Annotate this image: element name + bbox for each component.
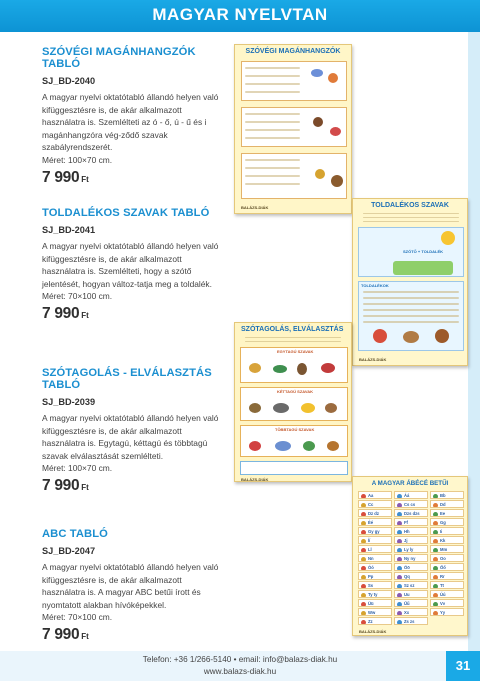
letter-picture-icon <box>361 584 366 589</box>
letter-text: Cc <box>368 502 374 507</box>
product-size: Méret: 100×70 cm. <box>42 154 113 165</box>
alphabet-letter <box>394 509 428 517</box>
page-title: MAGYAR NYELVTAN <box>152 5 328 24</box>
letter-text: Dd <box>440 502 446 507</box>
letter-text: Vv <box>440 601 446 606</box>
letter-picture-icon <box>361 611 366 616</box>
crab-icon <box>321 363 335 373</box>
letter-picture-icon <box>433 557 438 562</box>
letter-text: Öö <box>404 565 410 570</box>
product-description: A magyar nyelvi oktatótabló állandó helyen való kifüggesztésre is, de akár alkalmazott használatra is. Egytagú, kéttagú és többtagú szavak elválasztását szemlélteti. <box>42 413 219 461</box>
letter-text: Ee <box>440 511 446 516</box>
product-price <box>42 169 222 187</box>
alphabet-letter <box>358 599 392 607</box>
text-line <box>245 137 300 139</box>
section-heading: KÉTTAGÚ SZAVAK <box>277 389 313 394</box>
product-toldalekos <box>42 207 222 323</box>
letter-text: Gy gy <box>368 529 380 534</box>
poster-title: TOLDALÉKOS SZAVAK <box>371 202 449 209</box>
house-icon <box>403 331 419 343</box>
product-price <box>42 477 222 495</box>
cheese-icon <box>249 363 261 373</box>
alphabet-letter <box>394 536 428 544</box>
poster-toldalekos-szavak <box>352 198 468 366</box>
product-price <box>42 305 222 323</box>
letter-picture-icon <box>433 530 438 535</box>
poster-szovegi-maganhangzok <box>234 44 352 214</box>
bread-icon <box>325 403 337 413</box>
letter-picture-icon <box>433 503 438 508</box>
alphabet-letter <box>430 572 464 580</box>
letter-text: Zs zs <box>404 619 415 624</box>
letter-picture-icon <box>361 593 366 598</box>
letter-picture-icon <box>433 521 438 526</box>
text-line <box>245 337 341 338</box>
alphabet-letter <box>358 563 392 571</box>
product-code: SJ_BD-2039 <box>42 397 96 407</box>
lemon-icon <box>301 403 315 413</box>
alphabet-letter <box>430 518 464 526</box>
letter-picture-icon <box>433 548 438 553</box>
alphabet-letter <box>430 509 464 517</box>
letter-picture-icon <box>397 503 402 508</box>
product-title: ABC TABLÓ <box>42 528 108 540</box>
poster-publisher: BALÁZS-DIÁK <box>359 629 387 634</box>
letter-picture-icon <box>433 611 438 616</box>
product-code: SJ_BD-2041 <box>42 225 96 235</box>
alphabet-letter <box>430 599 464 607</box>
letter-text: Yy <box>440 610 446 615</box>
text-line <box>245 167 300 169</box>
letter-picture-icon <box>397 611 402 616</box>
alphabet-letter <box>394 491 428 499</box>
letter-picture-icon <box>397 539 402 544</box>
text-line <box>363 221 459 222</box>
alphabet-letter <box>394 608 428 616</box>
text-line <box>363 291 459 293</box>
product-size: Méret: 70×100 cm. <box>42 612 113 623</box>
letter-text: Dzs dzs <box>404 511 420 516</box>
letter-text: Ww <box>368 610 376 615</box>
letter-text: Ss <box>368 583 374 588</box>
contact-info: Telefon: +36 1/266-5140 • email: info@balazs-diak.hu <box>142 655 338 664</box>
alphabet-letter <box>430 536 464 544</box>
letter-text: Gg <box>440 520 446 525</box>
alphabet-letter <box>394 545 428 553</box>
price-amount: 7 990 <box>42 304 80 322</box>
text-line <box>245 75 300 77</box>
root-label: SZÓTŐ + TOLDALÉK <box>403 249 444 254</box>
poster-publisher: BALÁZS-DIÁK <box>241 205 269 210</box>
text-line <box>363 309 459 311</box>
field-illustration <box>393 261 453 275</box>
letter-text: Óó <box>368 565 374 570</box>
text-line <box>245 183 300 185</box>
monkey-picture-icon <box>331 175 343 187</box>
letter-picture-icon <box>361 566 366 571</box>
text-line <box>245 91 300 93</box>
letter-text: Ll <box>368 547 372 552</box>
product-description: A magyar nyelvi oktatótabló állandó helyen való kifüggesztésre is, de akár alkalmazott használatra is. A magyar ABC betűi írott és nyomtatott alakban hívóképekkel. <box>42 562 219 610</box>
letter-picture-icon <box>361 539 366 544</box>
website-link[interactable]: www.balazs-diak.hu <box>203 667 277 676</box>
snail-icon <box>249 403 261 413</box>
alphabet-letter <box>358 518 392 526</box>
letter-text: Üü <box>368 601 374 606</box>
alphabet-letter <box>358 527 392 535</box>
letter-picture-icon <box>397 602 402 607</box>
letter-picture-icon <box>433 602 438 607</box>
letter-text: Éé <box>368 520 374 525</box>
alphabet-letter <box>358 581 392 589</box>
letter-text: Cs cs <box>404 502 416 507</box>
page-number: 31 <box>446 651 480 681</box>
letter-picture-icon <box>397 530 402 535</box>
page-footer <box>0 651 480 681</box>
letter-picture-icon <box>361 530 366 535</box>
letter-picture-icon <box>361 557 366 562</box>
alphabet-letter <box>430 500 464 508</box>
letter-text: Bb <box>440 493 446 498</box>
truck-icon <box>275 441 291 451</box>
letter-text: Uu <box>404 592 410 597</box>
letter-text: Űű <box>404 601 410 606</box>
price-currency: Ft <box>81 631 89 641</box>
letter-text: Hh <box>404 529 410 534</box>
text-line <box>363 213 459 214</box>
product-title: SZÓVÉGI MAGÁNHANGZÓK TABLÓ <box>42 46 196 70</box>
letter-text: Mm <box>440 547 448 552</box>
horse-icon <box>297 363 307 375</box>
letter-picture-icon <box>433 593 438 598</box>
alphabet-letter <box>430 491 464 499</box>
price-currency: Ft <box>81 174 89 184</box>
ladybug-icon <box>249 441 261 451</box>
alphabet-letter <box>358 536 392 544</box>
letter-text: Pp <box>368 574 374 579</box>
letter-picture-icon <box>397 575 402 580</box>
alphabet-letter <box>430 527 464 535</box>
alphabet-letter <box>358 500 392 508</box>
tree-icon <box>303 441 315 451</box>
product-size: Méret: 70×100 cm. <box>42 291 113 302</box>
letter-picture-icon <box>433 566 438 571</box>
price-currency: Ft <box>81 482 89 492</box>
alphabet-letter <box>394 527 428 535</box>
alphabet-letter <box>394 599 428 607</box>
text-line <box>245 341 341 342</box>
fish-picture-icon <box>315 169 325 179</box>
suffix-title: TOLDALÉKOK <box>361 283 389 288</box>
letter-text: Aa <box>368 493 374 498</box>
alphabet-letter <box>430 590 464 598</box>
letter-picture-icon <box>397 593 402 598</box>
alphabet-letter <box>430 545 464 553</box>
letter-picture-icon <box>433 575 438 580</box>
horse-picture-icon <box>313 117 323 127</box>
text-line <box>245 121 300 123</box>
letter-picture-icon <box>361 620 366 625</box>
text-line <box>245 159 300 161</box>
alphabet-letter <box>430 563 464 571</box>
fish-icon <box>273 365 287 373</box>
product-code: SJ_BD-2047 <box>42 546 96 556</box>
letter-text: Zz <box>368 619 373 624</box>
letter-text: Ty ty <box>368 592 378 597</box>
alphabet-letter <box>358 509 392 517</box>
product-title: TOLDALÉKOS SZAVAK TABLÓ <box>42 207 210 219</box>
letter-picture-icon <box>361 512 366 517</box>
letter-picture-icon <box>361 503 366 508</box>
alphabet-letter <box>358 590 392 598</box>
alphabet-letter <box>358 608 392 616</box>
text-line <box>363 217 459 218</box>
product-abc <box>42 528 222 644</box>
sun-icon <box>441 231 455 245</box>
alphabet-letter <box>394 617 428 625</box>
alphabet-letter <box>394 554 428 562</box>
alphabet-letter <box>394 500 428 508</box>
page-edge-strip <box>468 32 480 651</box>
letter-picture-icon <box>397 557 402 562</box>
letter-picture-icon <box>397 548 402 553</box>
letter-text: Dz dz <box>368 511 379 516</box>
fruit-picture-icon <box>330 127 341 136</box>
rule-box <box>240 461 348 475</box>
letter-text: Tt <box>440 583 444 588</box>
product-description: A magyar nyelvi oktatótabló állandó helyen való kifüggesztésre is, de akár alkalmazott használatra is. Szemlélteti az ó - ő, ú - ű és i magánhangzóra vég-ződő szavak szabályrendszerét. <box>42 92 219 153</box>
alphabet-letter <box>430 581 464 589</box>
letter-text: Oo <box>440 556 446 561</box>
letter-picture-icon <box>361 548 366 553</box>
letter-picture-icon <box>397 494 402 499</box>
page-header <box>0 0 480 32</box>
poster-title: SZÓTAGOLÁS, ELVÁLASZTÁS <box>241 326 344 333</box>
price-amount: 7 990 <box>42 625 80 643</box>
alphabet-letter <box>394 518 428 526</box>
car-picture-icon <box>311 69 323 77</box>
alphabet-letter <box>358 491 392 499</box>
text-line <box>363 315 459 317</box>
letter-text: Ff <box>404 520 408 525</box>
letter-text: Rr <box>440 574 445 579</box>
letter-text: Íí <box>368 538 371 543</box>
letter-text: Kk <box>440 538 446 543</box>
letter-picture-icon <box>433 584 438 589</box>
alphabet-letter <box>358 545 392 553</box>
alphabet-letter <box>394 581 428 589</box>
product-title: SZÓTAGOLÁS - ELVÁLASZTÁS TABLÓ <box>42 367 212 391</box>
alphabet-letter <box>430 554 464 562</box>
letter-picture-icon <box>361 575 366 580</box>
alphabet-letter <box>394 590 428 598</box>
product-szotagolas <box>42 367 222 495</box>
letter-text: Úú <box>440 592 446 597</box>
alphabet-letter <box>430 608 464 616</box>
letter-text: Sz sz <box>404 583 415 588</box>
letter-text: Jj <box>404 538 408 543</box>
letter-picture-icon <box>433 539 438 544</box>
poster-szotagolas <box>234 322 352 482</box>
product-description: A magyar nyelvi oktatótabló állandó helyen való kifüggesztésre is, de akár alkalmazott használatra is. Szemlélteti, hogy a szótő jelentését, hogyan változ-tatja meg a toldalék. <box>42 241 219 289</box>
letter-text: Áá <box>404 493 410 498</box>
letter-picture-icon <box>397 620 402 625</box>
letter-picture-icon <box>433 494 438 499</box>
price-amount: 7 990 <box>42 476 80 494</box>
bird-picture-icon <box>328 73 338 83</box>
letter-picture-icon <box>361 521 366 526</box>
price-amount: 7 990 <box>42 168 80 186</box>
letter-picture-icon <box>361 602 366 607</box>
letter-picture-icon <box>397 566 402 571</box>
animal-icon <box>435 329 449 343</box>
text-line <box>245 67 300 69</box>
letter-picture-icon <box>397 512 402 517</box>
cage-icon <box>273 403 289 413</box>
text-line <box>363 321 459 323</box>
poster-publisher: BALÁZS-DIÁK <box>241 477 269 482</box>
alphabet-letter <box>358 572 392 580</box>
product-code: SJ_BD-2040 <box>42 76 96 86</box>
text-line <box>363 303 459 305</box>
text-line <box>245 113 300 115</box>
section-heading: EGYTAGÚ SZAVAK <box>277 349 314 354</box>
letter-picture-icon <box>397 584 402 589</box>
letter-text: Nn <box>368 556 374 561</box>
product-size: Méret: 100×70 cm. <box>42 463 113 474</box>
product-szovegi <box>42 46 222 187</box>
bear-icon <box>327 441 339 451</box>
section-heading: TÖBBTAGÚ SZAVAK <box>275 427 315 432</box>
alphabet-letter <box>358 617 392 625</box>
flower-icon <box>373 329 387 343</box>
letter-text: Ny ny <box>404 556 416 561</box>
price-currency: Ft <box>81 310 89 320</box>
alphabet-letter <box>394 563 428 571</box>
letter-text: Qq <box>404 574 410 579</box>
poster-abc <box>352 476 468 636</box>
poster-title: A MAGYAR ÁBÉCÉ BETŰI <box>371 480 449 487</box>
text-line <box>245 83 300 85</box>
letter-picture-icon <box>397 521 402 526</box>
letter-text: Ii <box>440 529 443 534</box>
text-line <box>245 129 300 131</box>
text-line <box>245 175 300 177</box>
poster-publisher: BALÁZS-DIÁK <box>359 357 387 362</box>
letter-picture-icon <box>433 512 438 517</box>
product-price <box>42 626 222 644</box>
alphabet-letter <box>394 572 428 580</box>
poster-title: SZÓVÉGI MAGÁNHANGZÓK <box>245 48 341 55</box>
letter-picture-icon <box>361 494 366 499</box>
letter-text: Őő <box>440 565 446 570</box>
text-line <box>363 297 459 299</box>
letter-text: Ly ly <box>404 547 414 552</box>
letter-text: Xx <box>404 610 410 615</box>
alphabet-letter <box>358 554 392 562</box>
